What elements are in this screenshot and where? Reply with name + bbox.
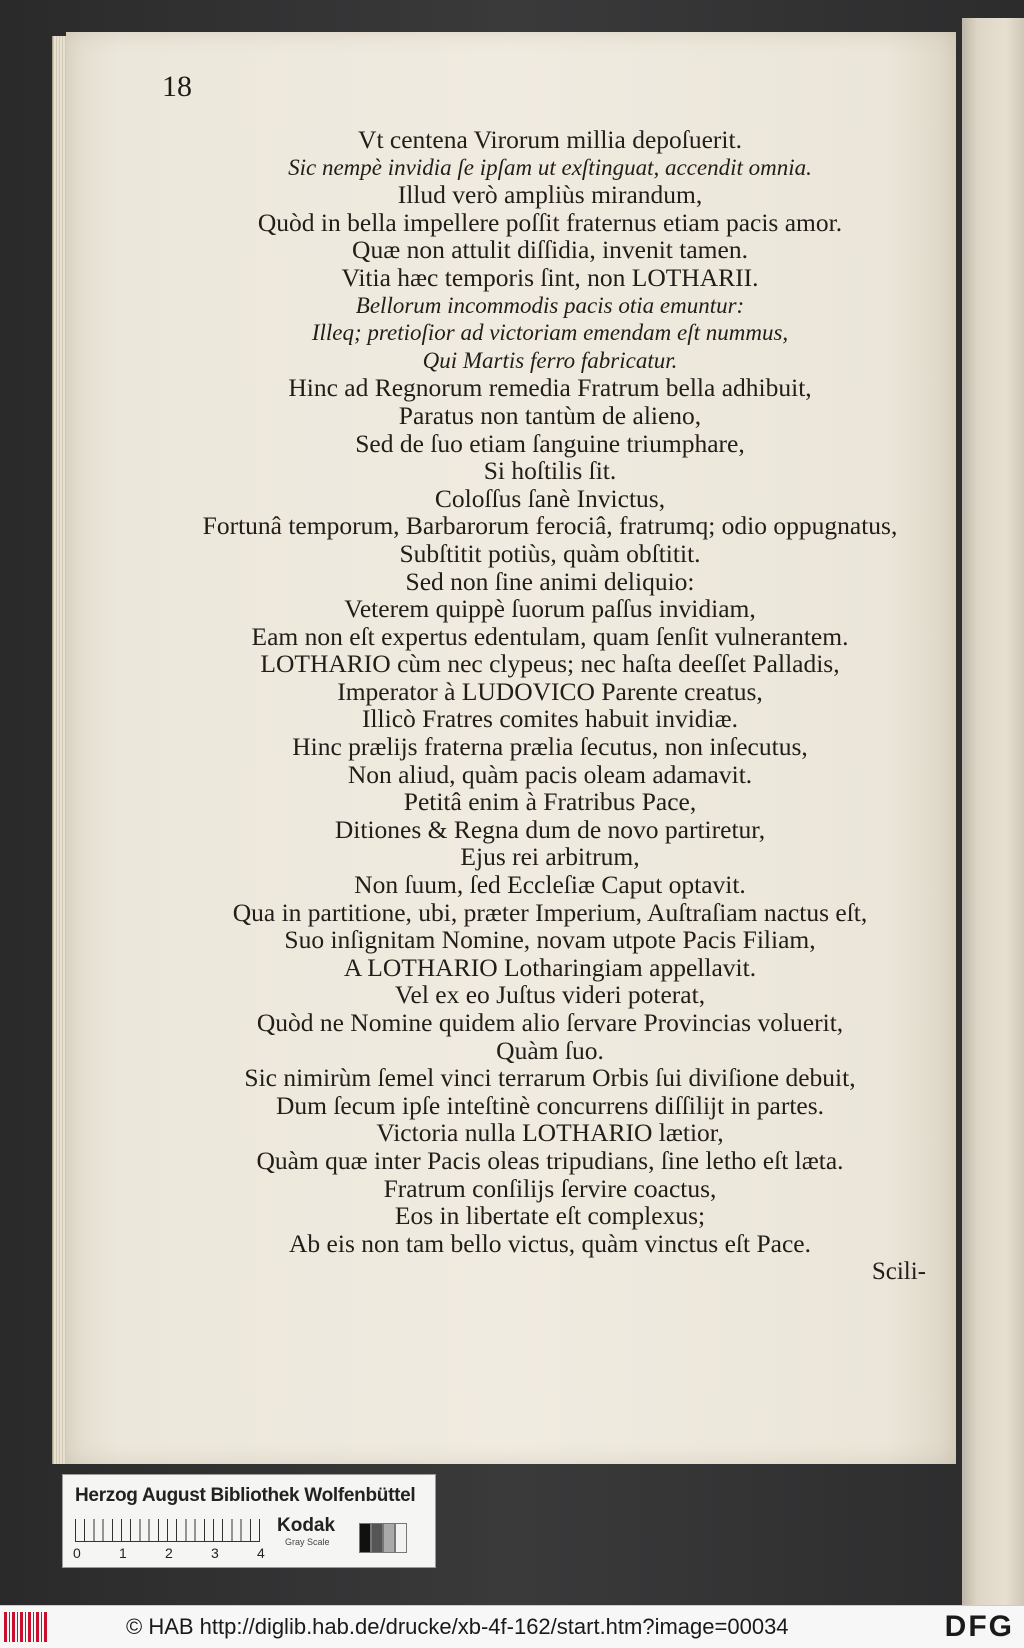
text-line: Quòd ne Nomine quidem alio ſervare Provincias voluerit,: [256, 1008, 844, 1037]
text-line: Paratus non tantùm de alieno,: [398, 400, 702, 430]
text-line: Vel ex eo Juſtus videri poterat,: [394, 980, 706, 1010]
text-line: Non aliud, quàm pacis oleam adamavit.: [347, 759, 753, 789]
source-url-link[interactable]: © HAB http://diglib.hab.de/drucke/xb-4f-162/start.htm?image=00034: [126, 1614, 789, 1639]
text-line: Ditiones & Regna dum de novo partiretur,: [334, 814, 766, 844]
text-line: Si hoſtilis ſit.: [483, 456, 617, 486]
text-line: Coloſſus ſanè Invictus,: [434, 483, 666, 513]
text-line: Hinc ad Regnorum remedia Fratrum bella adhibuit,: [288, 373, 812, 403]
text-line: Ab eis non tam bello victus, quàm vinctus eſt Pace.: [289, 1228, 811, 1258]
text-line: Quòd in bella impellere poſſit fraternus etiam pacis amor.: [257, 207, 843, 237]
text-line: Eos in libertate eſt complexus;: [394, 1201, 706, 1231]
ruler-number: 3: [211, 1545, 219, 1561]
kodak-subtitle: Gray Scale: [285, 1537, 330, 1547]
viewer-footer: [0, 1605, 1024, 1648]
text-line: Sed non ſine animi deliquio:: [405, 566, 695, 596]
text-line: LOTHARIO cùm nec clypeus; nec haſta deeſſet Palladis,: [260, 649, 840, 679]
text-line: Non ſuum, ſed Eccleſiæ Caput optavit.: [354, 870, 746, 900]
text-line: A LOTHARIO Lotharingiam appellavit.: [343, 952, 757, 982]
text-line: Victoria nulla LOTHARIO lætior,: [376, 1118, 724, 1148]
ruler-number: 1: [119, 1545, 127, 1561]
text-line: Sed de ſuo etiam ſanguine triumphare,: [355, 428, 745, 458]
text-line: Imperator à LUDOVICO Parente creatus,: [337, 676, 763, 706]
text-line: Qua in partitione, ubi, præter Imperium, Auſtraſiam nactus eſt,: [232, 897, 868, 927]
text-line: Qui Martis ferro fabricatur.: [422, 347, 678, 373]
text-line: Ejus rei arbitrum,: [460, 842, 640, 872]
text-line: Eam non eſt expertus edentulam, quam ſenſit vulnerantem.: [251, 621, 849, 651]
text-line: Bellorum incommodis pacis otia emuntur:: [355, 292, 745, 318]
text-line: Illud verò ampliùs mirandum,: [397, 180, 703, 210]
ruler: [75, 1519, 260, 1542]
text-line: Sic nimirùm ſemel vinci terrarum Orbis ſui diviſione debuit,: [244, 1063, 856, 1093]
text-line: Quàm quæ inter Pacis oleas tripudians, ſine letho eſt læta.: [256, 1145, 844, 1175]
text-line: Fratrum conſilijs ſervire coactus,: [383, 1173, 717, 1203]
gray-patch: [359, 1523, 371, 1553]
text-line: Veterem quippè ſuorum paſſus invidiam,: [344, 594, 756, 624]
text-line: Subſtitit potiùs, quàm obſtitit.: [399, 538, 701, 568]
page-number: 18: [162, 70, 192, 103]
hab-barcode-logo: [4, 1612, 48, 1642]
text-line: Quæ non attulit diſſidia, invenit tamen.: [352, 235, 748, 265]
gray-scale-patches: [359, 1523, 407, 1553]
text-line: Vitia hæc temporis ſint, non LOTHARII.: [341, 262, 759, 292]
dfg-logo: DFG: [944, 1610, 1014, 1643]
page-stack-edge: [52, 36, 67, 1464]
catchword: Scili-: [871, 1258, 926, 1286]
color-scale-card: [62, 1474, 436, 1568]
text-line: Suo inſignitam Nomine, novam utpote Pacis Filiam,: [284, 925, 816, 955]
ruler-number: 0: [73, 1545, 81, 1561]
text-line: Sic nempè invidia ſe ipſam ut exſtinguat, accendit omnia.: [288, 154, 812, 180]
text-line: Quàm ſuo.: [496, 1035, 604, 1065]
text-line: Fortunâ temporum, Barbarorum ferociâ, fratrumq; odio oppugnatus,: [202, 511, 898, 541]
text-line: Illicò Fratres comites habuit invidiæ.: [361, 704, 739, 734]
page-text-block: [160, 126, 940, 1287]
text-line: Vt centena Virorum millia depoſuerit.: [358, 125, 742, 154]
gray-patch: [383, 1523, 395, 1553]
facing-page-edge: [962, 18, 1024, 1605]
ruler-number: 2: [165, 1545, 173, 1561]
text-line: Illeq; pretioſior ad victoriam emendam eſt nummus,: [311, 320, 789, 346]
ruler-number: 4: [257, 1545, 265, 1561]
library-name: Herzog August Bibliothek Wolfenbüttel: [75, 1485, 416, 1506]
gray-patch: [395, 1523, 407, 1553]
text-line: Dum ſecum ipſe inteſtinè concurrens diſſilijt in partes.: [275, 1090, 825, 1120]
gray-patch: [371, 1523, 383, 1553]
text-line: Petitâ enim à Fratribus Pace,: [403, 787, 697, 817]
text-line: Hinc prælijs fraterna prælia ſecutus, non inſecutus,: [292, 732, 808, 762]
kodak-logo: Kodak: [277, 1515, 336, 1536]
